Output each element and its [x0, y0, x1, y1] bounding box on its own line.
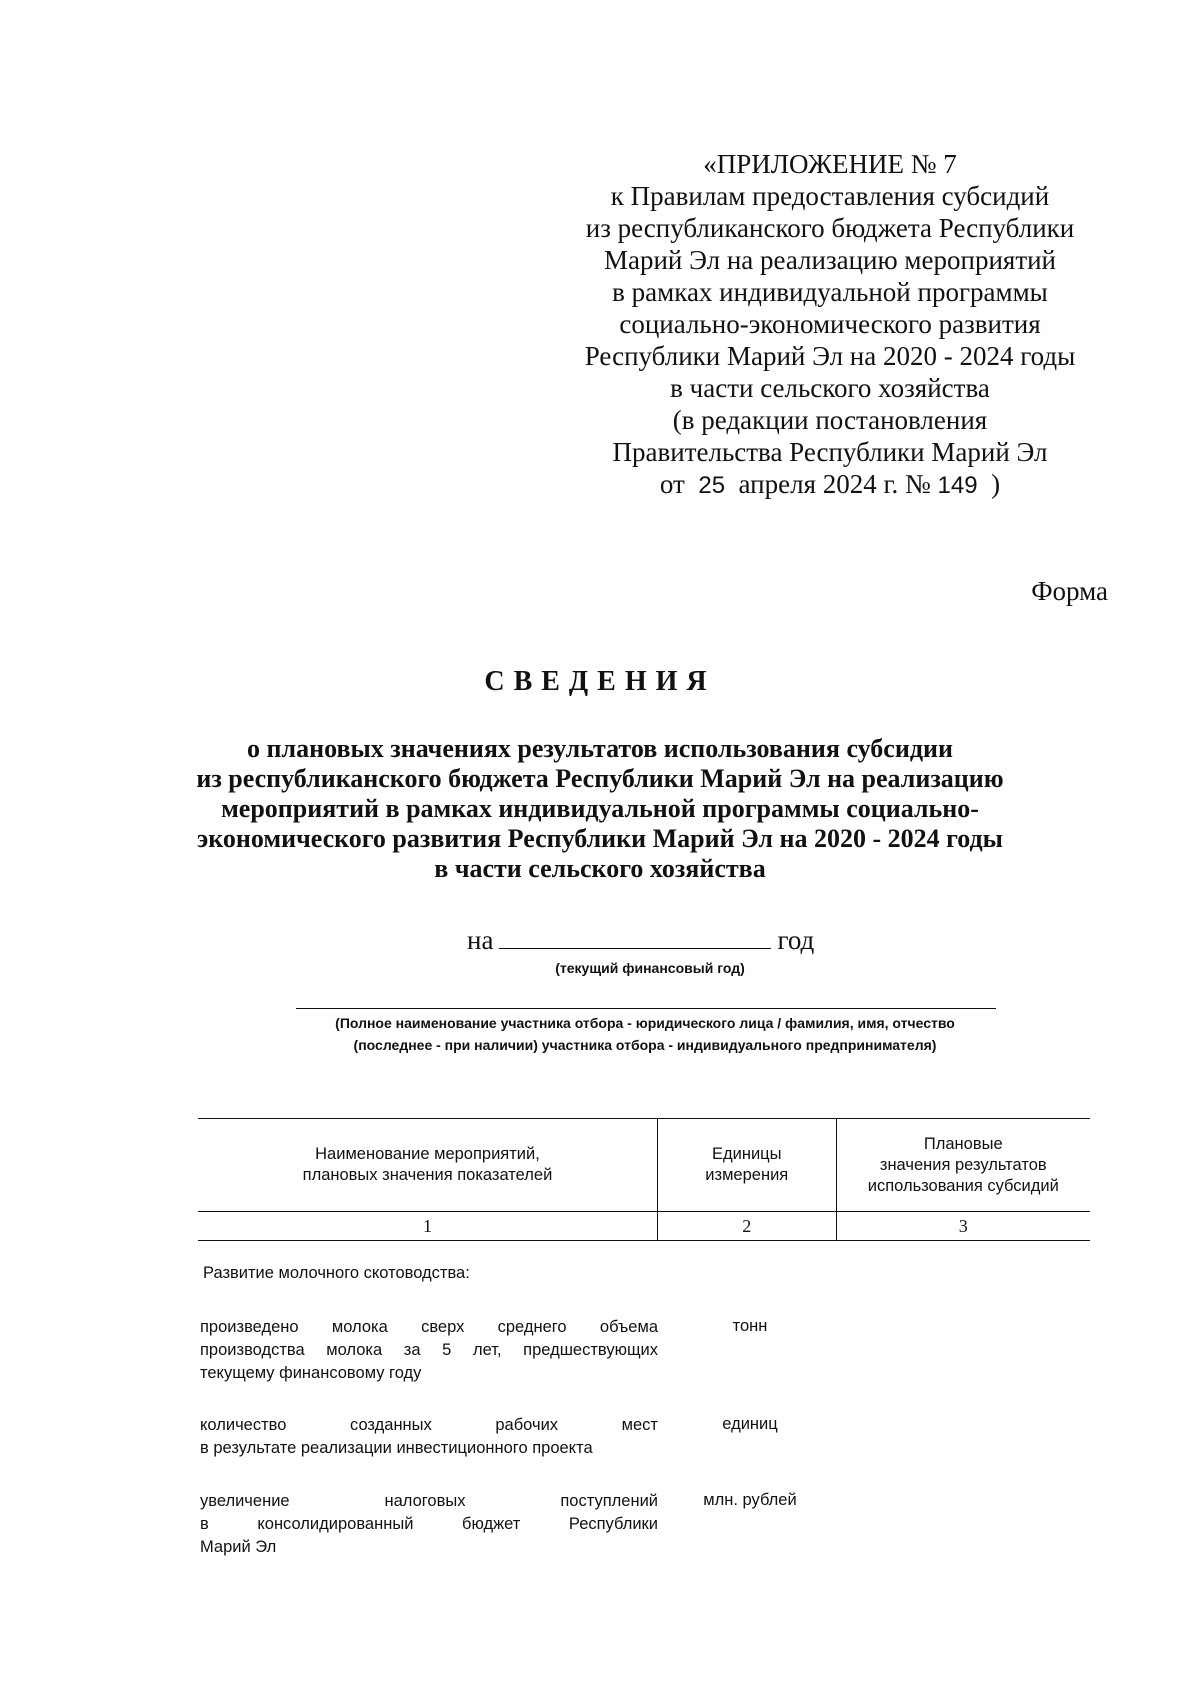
date-middle: апреля 2024 г. №: [738, 469, 931, 499]
appendix-line: Правительства Республики Марий Эл: [612, 437, 1048, 467]
subtitle-line: экономического развития Республики Марий Эл на 2020 - 2024 годы: [197, 824, 1003, 853]
appendix-line: «ПРИЛОЖЕНИЕ № 7: [703, 149, 957, 179]
indicator-line: производства молока за 5 лет, предшествующих: [200, 1341, 658, 1359]
subtitle-line: в части сельского хозяйства: [434, 854, 766, 883]
year-caption: (текущий финансовый год): [555, 960, 745, 976]
form-label: Форма: [1031, 576, 1108, 606]
org-caption-line: (Полное наименование участника отбора - юридического лица / фамилия, имя, отчество: [335, 1015, 955, 1031]
header-planned-values: [836, 1119, 1090, 1211]
column-number: 2: [657, 1212, 836, 1240]
year-field-row: [467, 922, 814, 954]
indicator-line: в консолидированный бюджет Республики: [200, 1515, 658, 1533]
section-title: Развитие молочного скотоводства:: [203, 1264, 470, 1282]
appendix-line: (в редакции постановления: [672, 405, 988, 435]
appendix-line: социально-экономического развития: [619, 309, 1041, 339]
subtitle-line: о плановых значениях результатов использования субсидии: [247, 734, 953, 763]
appendix-line: к Правилам предоставления субсидий: [610, 181, 1050, 211]
appendix-header: [540, 148, 1120, 502]
subtitle-line: из республиканского бюджета Республики Марий Эл на реализацию: [196, 764, 1004, 793]
column-number: 1: [422, 1215, 432, 1236]
header-text: значения результатов: [879, 1155, 1047, 1174]
appendix-line: из республиканского бюджета Республики: [585, 213, 1075, 243]
document-title: СВЕДЕНИЯ: [484, 666, 716, 697]
header-indicator-name: [198, 1119, 657, 1211]
organization-caption: [250, 1012, 1040, 1056]
decree-number: 149: [937, 472, 978, 499]
document-subtitle: [140, 734, 1060, 884]
year-suffix: год: [777, 925, 815, 955]
appendix-line: в части сельского хозяйства: [670, 373, 990, 403]
appendix-line: в рамках индивидуальной программы: [612, 277, 1048, 307]
date-day: 25: [698, 472, 726, 499]
table-header-row: [198, 1118, 1090, 1212]
appendix-line: Республики Марий Эл на 2020 - 2024 годы: [584, 341, 1076, 371]
indicator-line: произведено молока сверх среднего объема: [200, 1318, 658, 1336]
header-unit: [657, 1119, 836, 1211]
date-prefix: от: [659, 469, 685, 499]
indicator-line: текущему финансовому году: [200, 1364, 422, 1382]
indicator-line: количество созданных рабочих мест: [200, 1416, 658, 1434]
header-text: Единицы: [712, 1145, 782, 1163]
header-text: плановых значения показателей: [302, 1166, 553, 1184]
subtitle-line: мероприятий в рамках индивидуальной программы социально-: [221, 794, 979, 823]
header-text: использования субсидий: [867, 1176, 1059, 1195]
indicator-text: [200, 1316, 658, 1385]
column-number: 3: [836, 1212, 1090, 1240]
year-blank-line: [499, 922, 771, 949]
appendix-line: Марий Эл на реализацию мероприятий: [603, 245, 1057, 275]
indicator-unit: млн. рублей: [703, 1491, 797, 1509]
appendix-date-line: [540, 468, 1120, 502]
indicator-text: [200, 1490, 658, 1559]
indicator-text: [200, 1414, 658, 1460]
indicator-unit: единиц: [722, 1415, 778, 1433]
header-text: Наименование мероприятий,: [315, 1145, 540, 1163]
date-suffix: ): [991, 469, 1001, 499]
indicator-unit: тонн: [732, 1317, 768, 1335]
organization-blank-line: [296, 1008, 996, 1009]
header-text: измерения: [705, 1166, 789, 1184]
year-prefix: на: [467, 925, 494, 955]
indicator-line: в результате реализации инвестиционного проекта: [200, 1439, 593, 1457]
header-text: Плановые: [923, 1134, 1003, 1153]
table-column-numbers-row: [198, 1212, 1090, 1241]
org-caption-line: (последнее - при наличии) участника отбора - индивидуального предпринимателя): [353, 1037, 937, 1053]
indicator-line: Марий Эл: [200, 1538, 277, 1556]
results-table: [198, 1118, 1090, 1241]
indicator-line: увеличение налоговых поступлений: [200, 1492, 658, 1510]
